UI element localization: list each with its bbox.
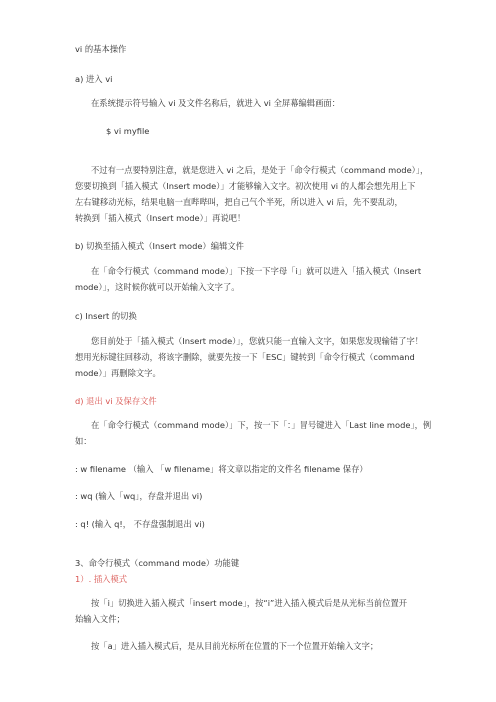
section-b-heading: b) 切换至插入模式（Insert mode）编辑文件 bbox=[75, 241, 244, 251]
section-d-command-1: : w filename （输入 「w filename」将文章以指定的文件名 filename 保存） bbox=[75, 464, 368, 474]
section-3-paragraph-1-line-2: 始输入文件； bbox=[75, 614, 125, 624]
section-a-paragraph-2-line-2: 您要切换到「插入模式（Insert mode）」才能够输入文字。初次使用 vi 的人都会想先用上下 bbox=[75, 181, 416, 191]
section-a-paragraph-2-line-3: 左右键移动光标，结果电脑一直哔哔叫，把自己气个半死，所以进入 vi 后，先不要乱动， bbox=[75, 197, 403, 207]
section-a-paragraph-2-line-4: 转换到「插入模式（Insert mode）」再说吧！ bbox=[75, 213, 246, 223]
section-b-paragraph-line-1: 在「命令行模式（command mode）」下按一下字母「i」就可以进入「插入模式（Insert bbox=[91, 266, 422, 276]
section-c-paragraph-line-3: mode）」再删除文字。 bbox=[75, 368, 161, 378]
section-a-command: $ vi myfile bbox=[106, 126, 150, 136]
section-3-heading: 3、命令行模式（command mode）功能键 bbox=[75, 558, 240, 568]
section-d-paragraph-line-1: 在「命令行模式（command mode）」下，按一下「：」冒号键进入「Last line mode」，例 bbox=[91, 420, 432, 430]
section-d-command-2: : wq (输入「wq」，存盘并退出 vi) bbox=[75, 491, 203, 501]
section-3-subheading: 1）. 插入模式 bbox=[75, 574, 128, 584]
section-c-heading: c) Insert 的切换 bbox=[75, 311, 137, 321]
section-d-heading: d) 退出 vi 及保存文件 bbox=[75, 396, 157, 406]
section-a-paragraph-2-line-1: 不过有一点要特别注意，就是您进入 vi 之后，是处于「命令行模式（command mode）」， bbox=[91, 165, 429, 175]
section-3-paragraph-2: 按「a」进入插入模式后，是从目前光标所在位置的下一个位置开始输入文字； bbox=[91, 641, 379, 651]
section-d-command-3: : q! (输入 q!， 不存盘强制退出 vi) bbox=[75, 519, 205, 529]
doc-title: vi 的基本操作 bbox=[75, 44, 127, 54]
section-c-paragraph-line-1: 您目前处于「插入模式（Insert mode）」，您就只能一直输入文字，如果您发现输错了字！ bbox=[91, 336, 424, 346]
section-b-paragraph-line-2: mode）」，这时候你就可以开始输入文字了。 bbox=[75, 282, 240, 292]
section-c-paragraph-line-2: 想用光标键往回移动，将该字删除，就要先按一下「ESC」键转到「命令行模式（command bbox=[75, 352, 415, 362]
section-a-paragraph-1: 在系统提示符号输入 vi 及文件名称后，就进入 vi 全屏幕编辑画面： bbox=[91, 98, 340, 108]
section-a-heading: a) 进入 vi bbox=[75, 74, 113, 84]
section-3-paragraph-1-line-1: 按「i」切换进入插入模式「insert mode」，按“i”进入插入模式后是从光标当前位置开 bbox=[91, 598, 408, 608]
section-d-paragraph-line-2: 如： bbox=[75, 436, 92, 446]
